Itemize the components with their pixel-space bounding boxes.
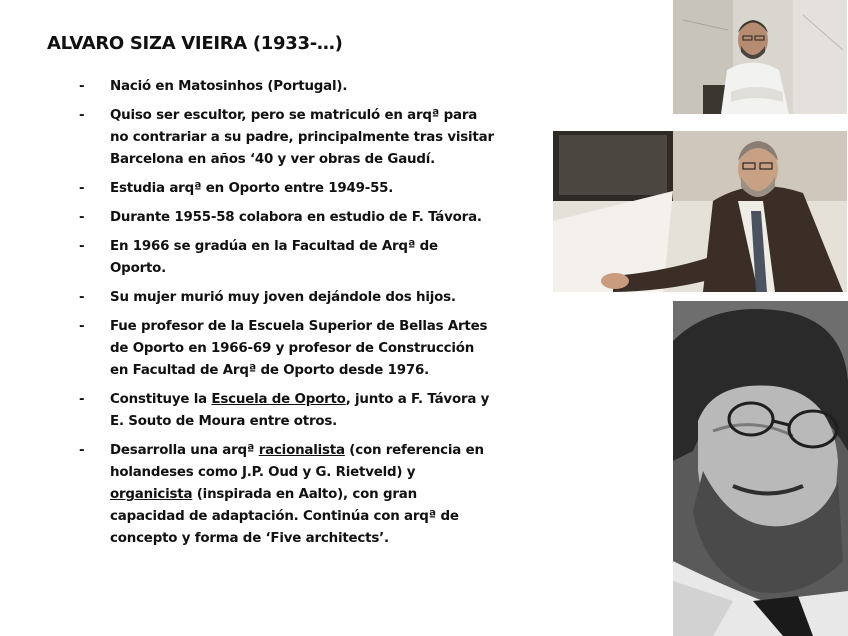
bullet-text: Constituye la <box>110 392 212 407</box>
portrait-photo-bottom <box>673 301 848 636</box>
portrait-photo-top <box>673 0 847 114</box>
bullet-text: Desarrolla una arqª <box>110 443 259 458</box>
bullet-marker: - <box>79 181 85 196</box>
underlined-term: racionalista <box>258 443 345 458</box>
underlined-term: organicista <box>110 487 193 502</box>
slide-title: ALVARO SIZA VIEIRA (1933-…) <box>47 33 343 54</box>
portrait-seated-suit-image <box>553 131 847 292</box>
bullet-text: En 1966 se gradúa en la Facultad de Arqª de Oporto. <box>110 239 438 276</box>
bullet-marker: - <box>79 290 85 305</box>
bullet-item <box>74 105 494 171</box>
bullet-item <box>74 440 494 550</box>
bullet-marker: - <box>79 108 85 123</box>
bullet-text: Durante 1955-58 colabora en estudio de F. Távora. <box>110 210 482 225</box>
bullet-text: Su mujer murió muy joven dejándole dos hijos. <box>110 290 456 305</box>
bullet-marker: - <box>79 392 85 407</box>
bullet-item <box>74 389 494 433</box>
bullet-text: Quiso ser escultor, pero se matriculó en arqª para no contrariar a su padre, principalmente tras visitar Barcelona en años ‘40 y ver obras de Gaudí. <box>110 108 494 167</box>
bullet-marker: - <box>79 239 85 254</box>
bullet-marker: - <box>79 210 85 225</box>
underlined-term: Escuela de Oporto <box>211 392 346 407</box>
bullet-marker: - <box>79 79 85 94</box>
portrait-closeup-glasses-image <box>673 301 848 636</box>
bullet-item <box>74 76 494 98</box>
bullet-text: Nació en Matosinhos (Portugal). <box>110 79 348 94</box>
bullet-item <box>74 178 494 200</box>
bullet-text: Fue profesor de la Escuela Superior de Bellas Artes de Oporto en 1966-69 y profesor de Construcción en Facultad de Arqª de Oporto desde 1976. <box>110 319 488 378</box>
bullet-item <box>74 287 494 309</box>
bullet-item <box>74 236 494 280</box>
bullet-text: Estudia arqª en Oporto entre 1949-55. <box>110 181 394 196</box>
portrait-arms-crossed-image <box>673 0 847 114</box>
bullet-item <box>74 316 494 382</box>
bullet-item <box>74 207 494 229</box>
bullet-text: (inspirada en Aalto), con gran capacidad de adaptación. Continúa con arqª de concepto y forma de ‘Five architects’. <box>110 487 459 546</box>
bullet-text: (con referencia en holandeses como J.P. Oud y G. Rietveld) y <box>110 443 484 480</box>
bullet-list <box>74 76 494 557</box>
bullet-text: , junto a F. Távora y E. Souto de Moura entre otros. <box>110 392 490 429</box>
bullet-marker: - <box>79 319 85 334</box>
portrait-photo-middle <box>553 131 847 292</box>
bullet-marker: - <box>79 443 85 458</box>
